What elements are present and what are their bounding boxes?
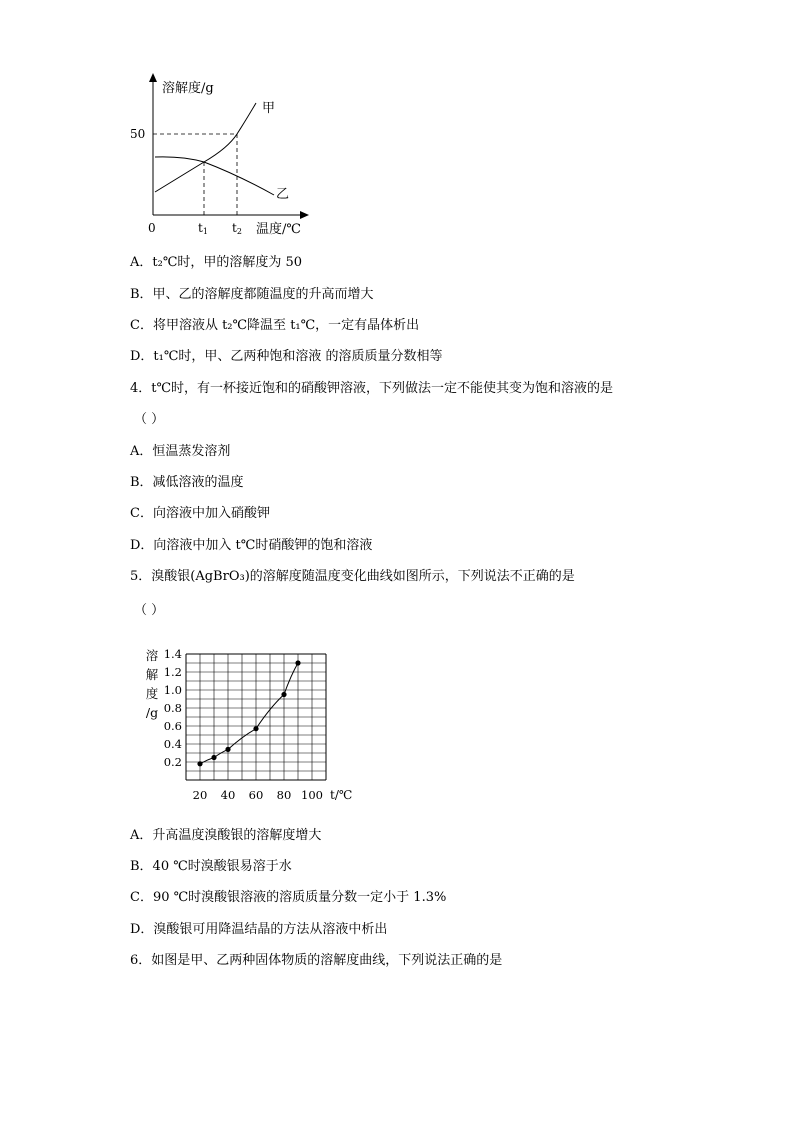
q5-option-b: B．40 ℃时溴酸银易溶于水 <box>130 859 292 874</box>
q5-option-a: A．升高温度溴酸银的溶解度增大 <box>130 828 322 843</box>
q4-stem: 4．t℃时，有一杯接近饱和的硝酸钾溶液，下列做法一定不能使其变为饱和溶液的是 <box>130 381 614 396</box>
data-point <box>211 755 216 760</box>
data-point <box>253 726 258 731</box>
y-tick-label: 0.8 <box>163 701 182 715</box>
x-tick-labels <box>193 788 323 802</box>
x-axis-label: 温度/℃ <box>256 222 301 237</box>
q3-option-d: D．t₁℃时，甲、乙两种饱和溶液 的溶质质量分数相等 <box>130 349 443 364</box>
x-tick-t1: t1 <box>198 221 208 236</box>
x-tick-label: 60 <box>248 788 264 802</box>
data-point <box>225 747 230 752</box>
y-axis-arrow <box>149 73 157 82</box>
curve-yi-label: 乙 <box>276 187 290 202</box>
q6-stem: 6．如图是甲、乙两种固体物质的溶解度曲线，下列说法正确的是 <box>130 953 503 968</box>
q5-option-c: C．90 ℃时溴酸银溶液的溶质质量分数一定小于 1.3% <box>130 890 447 905</box>
solubility-figure-1 <box>128 70 328 245</box>
x-axis-label: t/℃ <box>330 788 353 802</box>
q4-answer-paren: （ ） <box>134 412 165 427</box>
q4-option-d: D．向溶液中加入 t℃时硝酸钾的饱和溶液 <box>130 538 373 553</box>
solubility-curve <box>200 663 298 764</box>
data-points <box>197 660 300 766</box>
data-point <box>197 761 202 766</box>
curve-yi <box>155 157 274 195</box>
y-tick-label: 0.2 <box>163 755 182 769</box>
x-tick-t2: t2 <box>232 221 242 236</box>
chart-grid <box>186 654 326 780</box>
origin-label: 0 <box>148 221 156 235</box>
x-tick-label: 20 <box>192 788 208 802</box>
y-axis-label-char: /g <box>145 705 159 720</box>
curve-jia <box>155 103 256 192</box>
x-tick-label: 100 <box>301 788 323 802</box>
q3-option-a: A．t₂℃时，甲的溶解度为 50 <box>130 255 303 270</box>
y-tick-label: 0.6 <box>163 719 182 733</box>
y-tick-labels <box>164 647 182 769</box>
y-axis-label <box>146 648 159 720</box>
q5-answer-paren: （ ） <box>134 603 165 618</box>
curve-jia-label: 甲 <box>262 101 276 116</box>
y-tick-label: 1.2 <box>163 665 182 679</box>
data-point <box>295 660 300 665</box>
q5-option-d: D．溴酸银可用降温结晶的方法从溶液中析出 <box>130 922 388 937</box>
q4-option-b: B．减低溶液的温度 <box>130 475 244 490</box>
q4-option-a: A．恒温蒸发溶剂 <box>130 444 231 459</box>
q3-option-c: C．将甲溶液从 t₂℃降温至 t₁℃，一定有晶体析出 <box>130 318 420 333</box>
y-tick-50: 50 <box>130 127 146 141</box>
y-axis-label-char: 溶 <box>145 648 159 663</box>
x-axis-arrow <box>300 211 309 219</box>
x-tick-label: 80 <box>276 788 292 802</box>
agbro3-solubility-chart <box>138 642 368 812</box>
q3-option-b: B．甲、乙的溶解度都随温度的升高而增大 <box>130 287 374 302</box>
y-tick-label: 1.4 <box>163 647 182 661</box>
y-tick-label: 1.0 <box>163 683 182 697</box>
y-tick-label: 0.4 <box>163 737 182 751</box>
x-tick-label: 40 <box>220 788 236 802</box>
y-axis-label: 溶解度/g <box>162 81 214 96</box>
q5-stem: 5．溴酸银(AgBrO₃)的溶解度随温度变化曲线如图所示，下列说法不正确的是 <box>130 569 575 584</box>
y-axis-label-char: 解 <box>145 667 159 682</box>
data-point <box>281 692 286 697</box>
y-axis-label-char: 度 <box>145 686 159 701</box>
q4-option-c: C．向溶液中加入硝酸钾 <box>130 506 270 521</box>
